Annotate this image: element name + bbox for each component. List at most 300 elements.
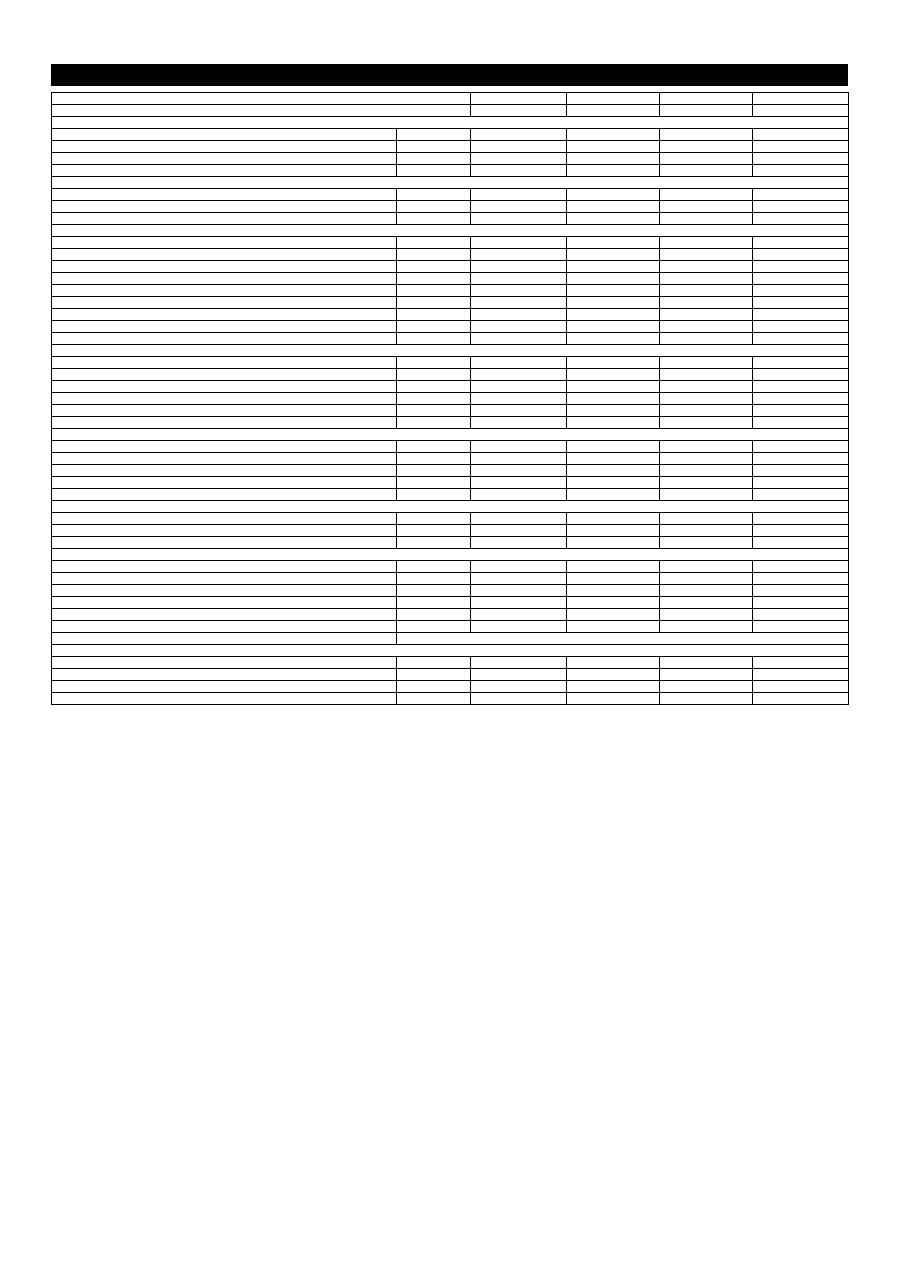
row-value-cell[interactable] — [753, 513, 849, 525]
row-value-cell[interactable] — [567, 477, 660, 489]
row-value-cell[interactable] — [397, 129, 471, 141]
row-label-cell[interactable] — [52, 489, 397, 501]
row-value-cell[interactable] — [567, 261, 660, 273]
row-value-cell[interactable] — [471, 681, 567, 693]
cell-text — [567, 537, 659, 548]
row-value-cell[interactable] — [471, 285, 567, 297]
cell-text — [660, 249, 752, 260]
row-label-cell[interactable] — [52, 201, 397, 213]
row-value-cell[interactable] — [397, 201, 471, 213]
row-label-cell[interactable] — [52, 297, 397, 309]
row-label-cell[interactable] — [52, 105, 471, 117]
row-label-cell[interactable] — [52, 153, 397, 165]
row-value-cell[interactable] — [471, 693, 567, 705]
row-value-cell[interactable] — [471, 321, 567, 333]
row-value-cell[interactable] — [471, 165, 567, 177]
row-label-cell[interactable] — [52, 273, 397, 285]
row-value-cell[interactable] — [753, 105, 849, 117]
cell-text — [753, 249, 848, 260]
cell-text — [52, 357, 396, 368]
cell-text — [567, 249, 659, 260]
row-value-cell[interactable] — [753, 297, 849, 309]
row-value-cell[interactable] — [660, 249, 753, 261]
row-value-cell[interactable] — [753, 681, 849, 693]
row-value-cell[interactable] — [471, 441, 567, 453]
row-value-cell[interactable] — [397, 381, 471, 393]
row-value-cell[interactable] — [660, 201, 753, 213]
row-value-cell[interactable] — [753, 381, 849, 393]
row-value-cell[interactable] — [397, 669, 471, 681]
row-value-cell[interactable] — [567, 537, 660, 549]
row-label-cell[interactable] — [52, 129, 397, 141]
row-label-cell[interactable] — [52, 189, 397, 201]
row-value-cell[interactable] — [753, 609, 849, 621]
row-value-cell[interactable] — [753, 537, 849, 549]
row-value-cell[interactable] — [471, 597, 567, 609]
note-label-cell[interactable] — [52, 633, 397, 645]
row-value-cell[interactable] — [471, 417, 567, 429]
row-value-cell[interactable] — [753, 621, 849, 633]
row-value-cell[interactable] — [567, 405, 660, 417]
row-value-cell[interactable] — [753, 597, 849, 609]
row-value-cell[interactable] — [567, 213, 660, 225]
row-value-cell[interactable] — [397, 297, 471, 309]
row-label-cell[interactable] — [52, 681, 397, 693]
row-value-cell[interactable] — [660, 129, 753, 141]
cell-text — [753, 621, 848, 632]
row-value-cell[interactable] — [397, 285, 471, 297]
row-label-cell[interactable] — [52, 249, 397, 261]
row-value-cell[interactable] — [660, 261, 753, 273]
cell-text — [753, 129, 848, 140]
row-value-cell[interactable] — [660, 453, 753, 465]
row-value-cell[interactable] — [753, 477, 849, 489]
row-label-cell[interactable] — [52, 141, 397, 153]
row-value-cell[interactable] — [471, 405, 567, 417]
cell-text — [397, 405, 470, 416]
cell-text — [397, 357, 470, 368]
row-value-cell[interactable] — [397, 657, 471, 669]
row-value-cell[interactable] — [660, 669, 753, 681]
row-value-cell[interactable] — [567, 693, 660, 705]
row-value-cell[interactable] — [753, 405, 849, 417]
cell-text — [52, 189, 396, 200]
row-value-cell[interactable] — [567, 153, 660, 165]
row-value-cell[interactable] — [397, 273, 471, 285]
cell-text — [660, 285, 752, 296]
row-value-cell[interactable] — [471, 189, 567, 201]
row-value-cell[interactable] — [471, 93, 567, 105]
row-label-cell[interactable] — [52, 237, 397, 249]
row-value-cell[interactable] — [753, 93, 849, 105]
cell-text — [52, 585, 396, 596]
row-value-cell[interactable] — [397, 249, 471, 261]
row-label-cell[interactable] — [52, 669, 397, 681]
cell-text — [471, 249, 566, 260]
row-value-cell[interactable] — [753, 393, 849, 405]
row-value-cell[interactable] — [471, 357, 567, 369]
title-bar — [51, 64, 848, 86]
row-value-cell[interactable] — [567, 381, 660, 393]
row-value-cell[interactable] — [397, 465, 471, 477]
row-label-cell[interactable] — [52, 693, 397, 705]
cell-text — [397, 441, 470, 452]
row-value-cell[interactable] — [660, 621, 753, 633]
row-value-cell[interactable] — [567, 357, 660, 369]
row-value-cell[interactable] — [471, 393, 567, 405]
table-row — [52, 129, 849, 141]
row-value-cell[interactable] — [753, 561, 849, 573]
row-value-cell[interactable] — [660, 465, 753, 477]
cell-text — [52, 393, 396, 404]
row-value-cell[interactable] — [471, 237, 567, 249]
row-value-cell[interactable] — [753, 489, 849, 501]
row-value-cell[interactable] — [397, 321, 471, 333]
row-value-cell[interactable] — [397, 621, 471, 633]
row-value-cell[interactable] — [660, 441, 753, 453]
cell-text — [753, 93, 848, 104]
row-value-cell[interactable] — [567, 141, 660, 153]
cell-text — [471, 285, 566, 296]
row-value-cell[interactable] — [397, 453, 471, 465]
row-value-cell[interactable] — [567, 669, 660, 681]
row-value-cell[interactable] — [753, 333, 849, 345]
row-value-cell[interactable] — [567, 453, 660, 465]
cell-text — [567, 381, 659, 392]
row-value-cell[interactable] — [397, 561, 471, 573]
row-value-cell[interactable] — [471, 609, 567, 621]
row-value-cell[interactable] — [397, 585, 471, 597]
row-value-cell[interactable] — [567, 297, 660, 309]
row-value-cell[interactable] — [567, 573, 660, 585]
row-value-cell[interactable] — [660, 141, 753, 153]
row-value-cell[interactable] — [471, 213, 567, 225]
cell-text — [471, 369, 566, 380]
row-value-cell[interactable] — [397, 153, 471, 165]
row-value-cell[interactable] — [660, 393, 753, 405]
row-value-cell[interactable] — [471, 333, 567, 345]
cell-text — [52, 141, 396, 152]
row-value-cell[interactable] — [753, 129, 849, 141]
row-value-cell[interactable] — [660, 693, 753, 705]
row-label-cell[interactable] — [52, 621, 397, 633]
row-value-cell[interactable] — [397, 537, 471, 549]
row-value-cell[interactable] — [660, 657, 753, 669]
row-value-cell[interactable] — [567, 489, 660, 501]
cell-text — [471, 297, 566, 308]
cell-text — [397, 333, 470, 344]
row-value-cell[interactable] — [660, 321, 753, 333]
row-value-cell[interactable] — [660, 93, 753, 105]
row-value-cell[interactable] — [397, 597, 471, 609]
row-value-cell[interactable] — [471, 309, 567, 321]
row-value-cell[interactable] — [660, 405, 753, 417]
row-value-cell[interactable] — [471, 129, 567, 141]
row-value-cell[interactable] — [471, 141, 567, 153]
row-value-cell[interactable] — [753, 453, 849, 465]
row-value-cell[interactable] — [753, 189, 849, 201]
row-value-cell[interactable] — [397, 573, 471, 585]
row-value-cell[interactable] — [397, 189, 471, 201]
row-value-cell[interactable] — [753, 249, 849, 261]
row-value-cell[interactable] — [397, 681, 471, 693]
row-value-cell[interactable] — [471, 513, 567, 525]
row-value-cell[interactable] — [567, 165, 660, 177]
cell-text — [660, 669, 752, 680]
row-value-cell[interactable] — [660, 609, 753, 621]
row-value-cell[interactable] — [660, 333, 753, 345]
row-label-cell[interactable] — [52, 441, 397, 453]
row-value-cell[interactable] — [567, 513, 660, 525]
row-label-cell[interactable] — [52, 213, 397, 225]
row-value-cell[interactable] — [471, 525, 567, 537]
row-value-cell[interactable] — [660, 585, 753, 597]
row-value-cell[interactable] — [397, 309, 471, 321]
row-value-cell[interactable] — [660, 165, 753, 177]
row-value-cell[interactable] — [567, 657, 660, 669]
row-value-cell[interactable] — [567, 129, 660, 141]
row-label-cell[interactable] — [52, 597, 397, 609]
row-label-cell[interactable] — [52, 465, 397, 477]
row-value-cell[interactable] — [471, 585, 567, 597]
table-row — [52, 669, 849, 681]
row-value-cell[interactable] — [660, 489, 753, 501]
row-value-cell[interactable] — [660, 513, 753, 525]
row-value-cell[interactable] — [660, 681, 753, 693]
row-value-cell[interactable] — [660, 561, 753, 573]
row-value-cell[interactable] — [471, 489, 567, 501]
cell-text — [753, 369, 848, 380]
row-value-cell[interactable] — [471, 477, 567, 489]
row-value-cell[interactable] — [471, 105, 567, 117]
table-row — [52, 405, 849, 417]
row-value-cell[interactable] — [567, 285, 660, 297]
cell-text — [52, 369, 396, 380]
row-value-cell[interactable] — [567, 561, 660, 573]
row-value-cell[interactable] — [660, 573, 753, 585]
row-value-cell[interactable] — [753, 165, 849, 177]
row-value-cell[interactable] — [397, 237, 471, 249]
row-label-cell[interactable] — [52, 513, 397, 525]
cell-text — [660, 621, 752, 632]
row-value-cell[interactable] — [753, 417, 849, 429]
row-value-cell[interactable] — [397, 513, 471, 525]
row-value-cell[interactable] — [660, 213, 753, 225]
row-value-cell[interactable] — [471, 153, 567, 165]
row-value-cell[interactable] — [471, 273, 567, 285]
row-value-cell[interactable] — [660, 381, 753, 393]
cell-text — [567, 369, 659, 380]
row-value-cell[interactable] — [567, 309, 660, 321]
table-row — [52, 249, 849, 261]
cell-text — [753, 561, 848, 572]
row-value-cell[interactable] — [567, 249, 660, 261]
row-value-cell[interactable] — [397, 525, 471, 537]
row-value-cell[interactable] — [471, 465, 567, 477]
row-value-cell[interactable] — [567, 189, 660, 201]
row-label-cell[interactable] — [52, 381, 397, 393]
cell-text — [471, 105, 566, 116]
row-value-cell[interactable] — [660, 369, 753, 381]
row-value-cell[interactable] — [567, 681, 660, 693]
row-label-cell[interactable] — [52, 561, 397, 573]
row-value-cell[interactable] — [660, 309, 753, 321]
row-value-cell[interactable] — [660, 477, 753, 489]
row-value-cell[interactable] — [753, 357, 849, 369]
cell-text — [471, 153, 566, 164]
row-label-cell[interactable] — [52, 309, 397, 321]
row-value-cell[interactable] — [567, 525, 660, 537]
row-value-cell[interactable] — [397, 477, 471, 489]
row-label-cell[interactable] — [52, 357, 397, 369]
row-value-cell[interactable] — [753, 309, 849, 321]
row-value-cell[interactable] — [397, 141, 471, 153]
row-value-cell[interactable] — [567, 597, 660, 609]
cell-text — [471, 165, 566, 176]
row-value-cell[interactable] — [660, 285, 753, 297]
row-label-cell[interactable] — [52, 405, 397, 417]
section-band-cell — [52, 225, 849, 237]
row-value-cell[interactable] — [471, 249, 567, 261]
cell-text — [660, 537, 752, 548]
row-label-cell[interactable] — [52, 333, 397, 345]
row-value-cell[interactable] — [660, 525, 753, 537]
row-value-cell[interactable] — [471, 369, 567, 381]
row-value-cell[interactable] — [753, 321, 849, 333]
row-value-cell[interactable] — [567, 465, 660, 477]
row-label-cell[interactable] — [52, 165, 397, 177]
row-value-cell[interactable] — [753, 441, 849, 453]
row-value-cell[interactable] — [471, 381, 567, 393]
row-value-cell[interactable] — [397, 417, 471, 429]
row-label-cell[interactable] — [52, 477, 397, 489]
row-value-cell[interactable] — [660, 597, 753, 609]
row-value-cell[interactable] — [471, 561, 567, 573]
row-value-cell[interactable] — [660, 357, 753, 369]
row-value-cell[interactable] — [471, 621, 567, 633]
row-value-cell[interactable] — [753, 201, 849, 213]
row-value-cell[interactable] — [471, 537, 567, 549]
row-label-cell[interactable] — [52, 609, 397, 621]
row-value-cell[interactable] — [471, 657, 567, 669]
row-value-cell[interactable] — [660, 417, 753, 429]
row-value-cell[interactable] — [567, 321, 660, 333]
cell-text — [471, 609, 566, 620]
row-label-cell[interactable] — [52, 321, 397, 333]
row-label-cell[interactable] — [52, 525, 397, 537]
row-value-cell[interactable] — [397, 489, 471, 501]
row-value-cell[interactable] — [397, 333, 471, 345]
row-value-cell[interactable] — [567, 105, 660, 117]
row-value-cell[interactable] — [660, 297, 753, 309]
row-value-cell[interactable] — [753, 657, 849, 669]
row-value-cell[interactable] — [397, 357, 471, 369]
row-value-cell[interactable] — [567, 609, 660, 621]
row-value-cell[interactable] — [397, 165, 471, 177]
row-label-cell[interactable] — [52, 573, 397, 585]
row-value-cell[interactable] — [567, 417, 660, 429]
cell-text — [471, 213, 566, 224]
note-value-cell[interactable] — [397, 633, 849, 645]
row-value-cell[interactable] — [567, 93, 660, 105]
row-value-cell[interactable] — [567, 585, 660, 597]
row-value-cell[interactable] — [753, 369, 849, 381]
row-value-cell[interactable] — [567, 393, 660, 405]
row-value-cell[interactable] — [397, 261, 471, 273]
row-value-cell[interactable] — [753, 465, 849, 477]
row-value-cell[interactable] — [397, 609, 471, 621]
row-value-cell[interactable] — [753, 573, 849, 585]
row-label-cell[interactable] — [52, 393, 397, 405]
row-value-cell[interactable] — [567, 273, 660, 285]
row-value-cell[interactable] — [753, 285, 849, 297]
row-value-cell[interactable] — [397, 369, 471, 381]
row-value-cell[interactable] — [397, 693, 471, 705]
row-value-cell[interactable] — [753, 585, 849, 597]
row-value-cell[interactable] — [660, 273, 753, 285]
row-value-cell[interactable] — [567, 237, 660, 249]
row-value-cell[interactable] — [567, 369, 660, 381]
row-value-cell[interactable] — [753, 273, 849, 285]
cell-text — [567, 165, 659, 176]
row-label-cell[interactable] — [52, 93, 471, 105]
row-value-cell[interactable] — [567, 333, 660, 345]
cell-text — [397, 261, 470, 272]
row-value-cell[interactable] — [753, 141, 849, 153]
row-label-cell[interactable] — [52, 285, 397, 297]
row-value-cell[interactable] — [567, 621, 660, 633]
row-value-cell[interactable] — [397, 405, 471, 417]
row-value-cell[interactable] — [660, 105, 753, 117]
row-value-cell[interactable] — [471, 261, 567, 273]
row-value-cell[interactable] — [567, 201, 660, 213]
row-value-cell[interactable] — [753, 213, 849, 225]
row-value-cell[interactable] — [660, 153, 753, 165]
row-value-cell[interactable] — [397, 441, 471, 453]
row-value-cell[interactable] — [471, 297, 567, 309]
section-band-row — [52, 501, 849, 513]
cell-text — [52, 573, 396, 584]
row-value-cell[interactable] — [753, 693, 849, 705]
row-label-cell[interactable] — [52, 453, 397, 465]
row-value-cell[interactable] — [660, 237, 753, 249]
row-label-cell[interactable] — [52, 417, 397, 429]
row-value-cell[interactable] — [753, 261, 849, 273]
row-label-cell[interactable] — [52, 537, 397, 549]
cell-text — [567, 489, 659, 500]
row-value-cell[interactable] — [567, 441, 660, 453]
row-label-cell[interactable] — [52, 369, 397, 381]
row-value-cell[interactable] — [660, 537, 753, 549]
form-table — [51, 92, 849, 705]
row-value-cell[interactable] — [753, 153, 849, 165]
row-value-cell[interactable] — [397, 213, 471, 225]
row-label-cell[interactable] — [52, 261, 397, 273]
row-value-cell[interactable] — [753, 525, 849, 537]
row-label-cell[interactable] — [52, 657, 397, 669]
row-value-cell[interactable] — [471, 573, 567, 585]
row-value-cell[interactable] — [660, 189, 753, 201]
row-value-cell[interactable] — [471, 201, 567, 213]
cell-text — [397, 477, 470, 488]
row-value-cell[interactable] — [753, 669, 849, 681]
row-label-cell[interactable] — [52, 585, 397, 597]
cell-text — [471, 441, 566, 452]
row-value-cell[interactable] — [753, 237, 849, 249]
row-value-cell[interactable] — [397, 393, 471, 405]
row-value-cell[interactable] — [471, 669, 567, 681]
row-value-cell[interactable] — [471, 453, 567, 465]
